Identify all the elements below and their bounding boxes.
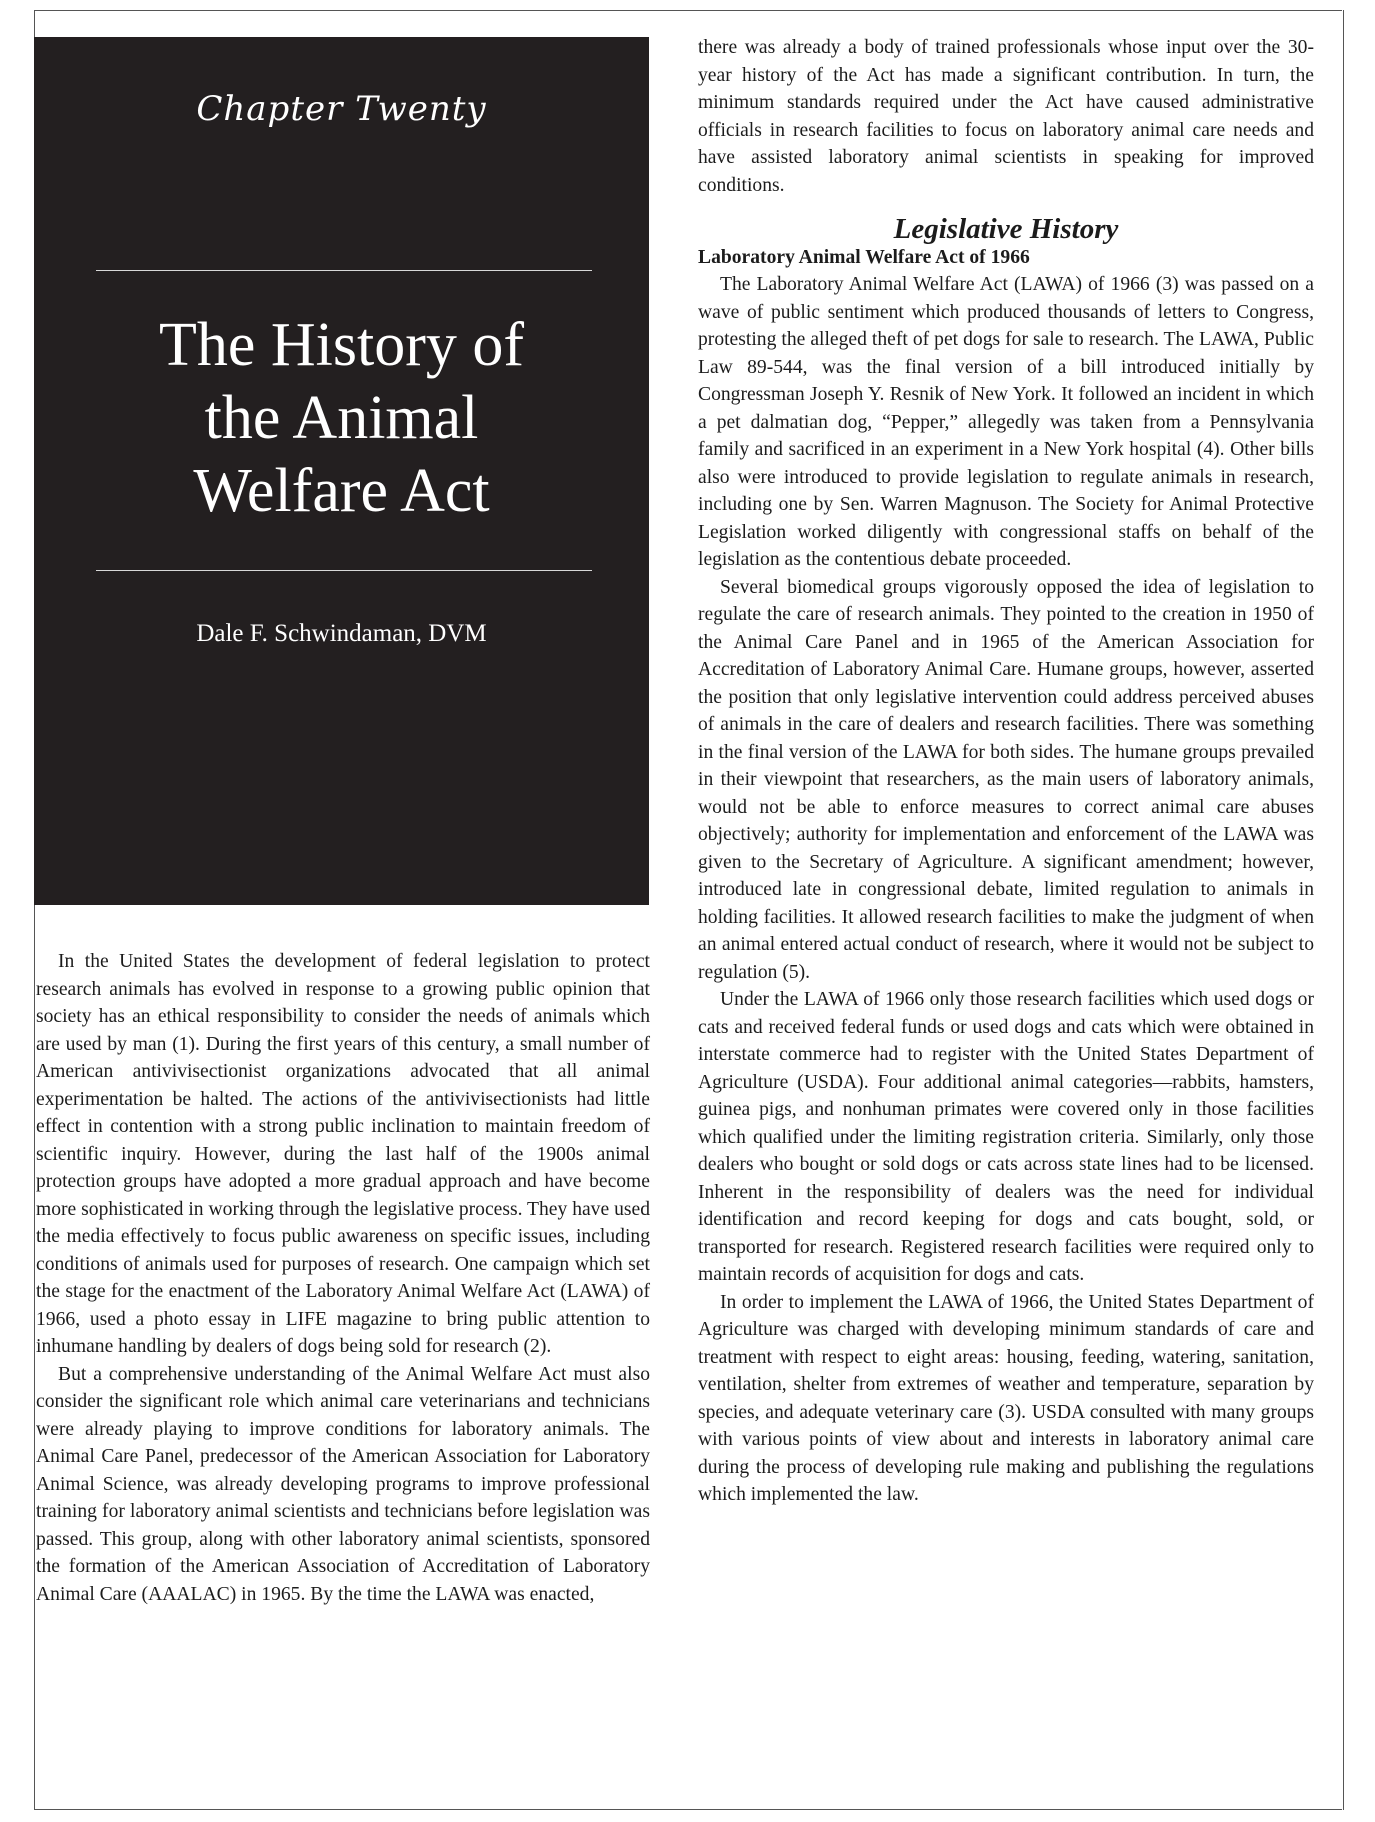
body-paragraph: Under the LAWA of 1966 only those research facilities which used dogs or cats and received federal funds or used dogs and cats which were obtained in interstate commerce had to register with the United States Department of Agriculture (USDA). Four additional animal categories—rabbits, hamsters, guinea pigs, and nonhuman primates were covered only in those facilities which qualified under the limiting registration criteria. Similarly, only those dealers who bought or sold dogs or cats across state lines had to be licensed. Inherent in the responsibility of dealers was the need for individual identification and record keeping for dogs and cats bought, sold, or transported for research. Registered research facilities were required only to maintain records of acquisition for dogs and cats. — [698, 989, 1314, 1285]
left-column — [36, 948, 650, 1608]
page-border-bottom — [34, 1809, 1342, 1810]
right-column — [698, 34, 1314, 1509]
chapter-title-block — [34, 37, 649, 905]
subsection-heading: Laboratory Animal Welfare Act of 1966 — [698, 247, 1030, 268]
chapter-label: Chapter Twenty — [196, 89, 487, 129]
section-heading: Legislative History — [893, 213, 1119, 245]
body-paragraph: In order to implement the LAWA of 1966, the United States Department of Agriculture was charged with developing minimum standards of care and treatment with respect to eight areas: housing, feeding, watering, sanitation, ventilation, shelter from extremes of weather and temperature, separation by species, and adequate veterinary care (3). USDA consulted with many groups with various points of view about and interests in laboratory animal care during the process of developing rule making and publishing the regulations which implemented the law. — [698, 1291, 1314, 1505]
body-paragraph: In the United States the development of federal legislation to protect research animals has evolved in response to a growing public opinion that society has an ethical responsibility to consider the needs of animals which are used by man (1). During the first years of this century, a small number of American antivivisectionist organizations advocated that all animal experimentation be halted. The actions of the antivivisectionists had little effect in contention with a strong public inclination to maintain freedom of scientific inquiry. However, during the last half of the 1900s animal protection groups have adopted a more gradual approach and have become more sophisticated in working through the legislative process. They have used the media effectively to focus public awareness on specific issues, including conditions of animals used for purposes of research. One campaign which set the stage for the enactment of the Laboratory Animal Welfare Act (LAWA) of 1966, used a photo essay in LIFE magazine to bring public attention to inhumane handling by dealers of dogs being sold for research (2). — [36, 951, 650, 1357]
continued-paragraph: there was already a body of trained professionals whose input over the 30-year history of the Act has made a significant contribution. In turn, the minimum standards required under the Act have caused administrative officials in research facilities to focus on laboratory animal care needs and have assisted laboratory animal scientists in speaking for improved conditions. — [698, 37, 1314, 196]
chapter-title-line: Welfare Act — [193, 457, 490, 525]
body-paragraph: But a comprehensive understanding of the Animal Welfare Act must also consider the significant role which animal care veterinarians and technicians were already playing to improve conditions for laboratory animals. The Animal Care Panel, predecessor of the American Association for Laboratory Animal Science, was already developing programs to improve professional training for laboratory animal scientists and technicians before legislation was passed. This group, along with other laboratory animal scientists, sponsored the formation of the American Association of Accreditation of Laboratory Animal Care (AAALAC) in 1965. By the time the LAWA was enacted, — [36, 1363, 650, 1605]
body-paragraph: The Laboratory Animal Welfare Act (LAWA) of 1966 (3) was passed on a wave of public sentiment which produced thousands of letters to Congress, protesting the alleged theft of pet dogs for sale to research. The LAWA, Public Law 89-544, was the final version of a bill introduced initially by Congressman Joseph Y. Resnik of New York. It followed an incident in which a pet dalmatian dog, “Pepper,” allegedly was taken from a Pennsylvania family and sacrificed in an experiment in a New York hospital (4). Other bills also were introduced to provide legislation to regulate animals in research, including one by Sen. Warren Magnuson. The Society for Animal Protective Legislation worked diligently with congressional staffs on behalf of the legislation as the contentious debate proceeded. — [698, 274, 1314, 570]
title-divider-top — [96, 270, 592, 271]
chapter-title-line: the Animal — [204, 384, 479, 452]
chapter-title-line: The History of — [158, 311, 525, 379]
body-paragraph: Several biomedical groups vigorously opposed the idea of legislation to regulate the care of research animals. They pointed to the creation in 1950 of the Animal Care Panel and in 1965 of the American Association for Accreditation of Laboratory Animal Care. Humane groups, however, asserted the position that only legislative intervention could address perceived abuses of animals in the care of dealers and research facilities. There was something in the final version of the LAWA for both sides. The humane groups prevailed in their viewpoint that researchers, as the main users of laboratory animals, would not be able to enforce measures to correct animal care abuses objectively; authority for implementation and enforcement of the LAWA was given to the Secretary of Agriculture. A significant amendment; however, introduced late in congressional debate, limited regulation to animals in holding facilities. It allowed research facilities to make the judgment of when an animal entered actual conduct of research, where it would not be subject to regulation (5). — [698, 576, 1314, 983]
page-border-right — [1343, 10, 1344, 1810]
chapter-title — [34, 309, 649, 528]
title-divider-bottom — [96, 570, 592, 571]
author-name: Dale F. Schwindaman, DVM — [196, 620, 487, 647]
page-border-top — [34, 10, 1342, 11]
